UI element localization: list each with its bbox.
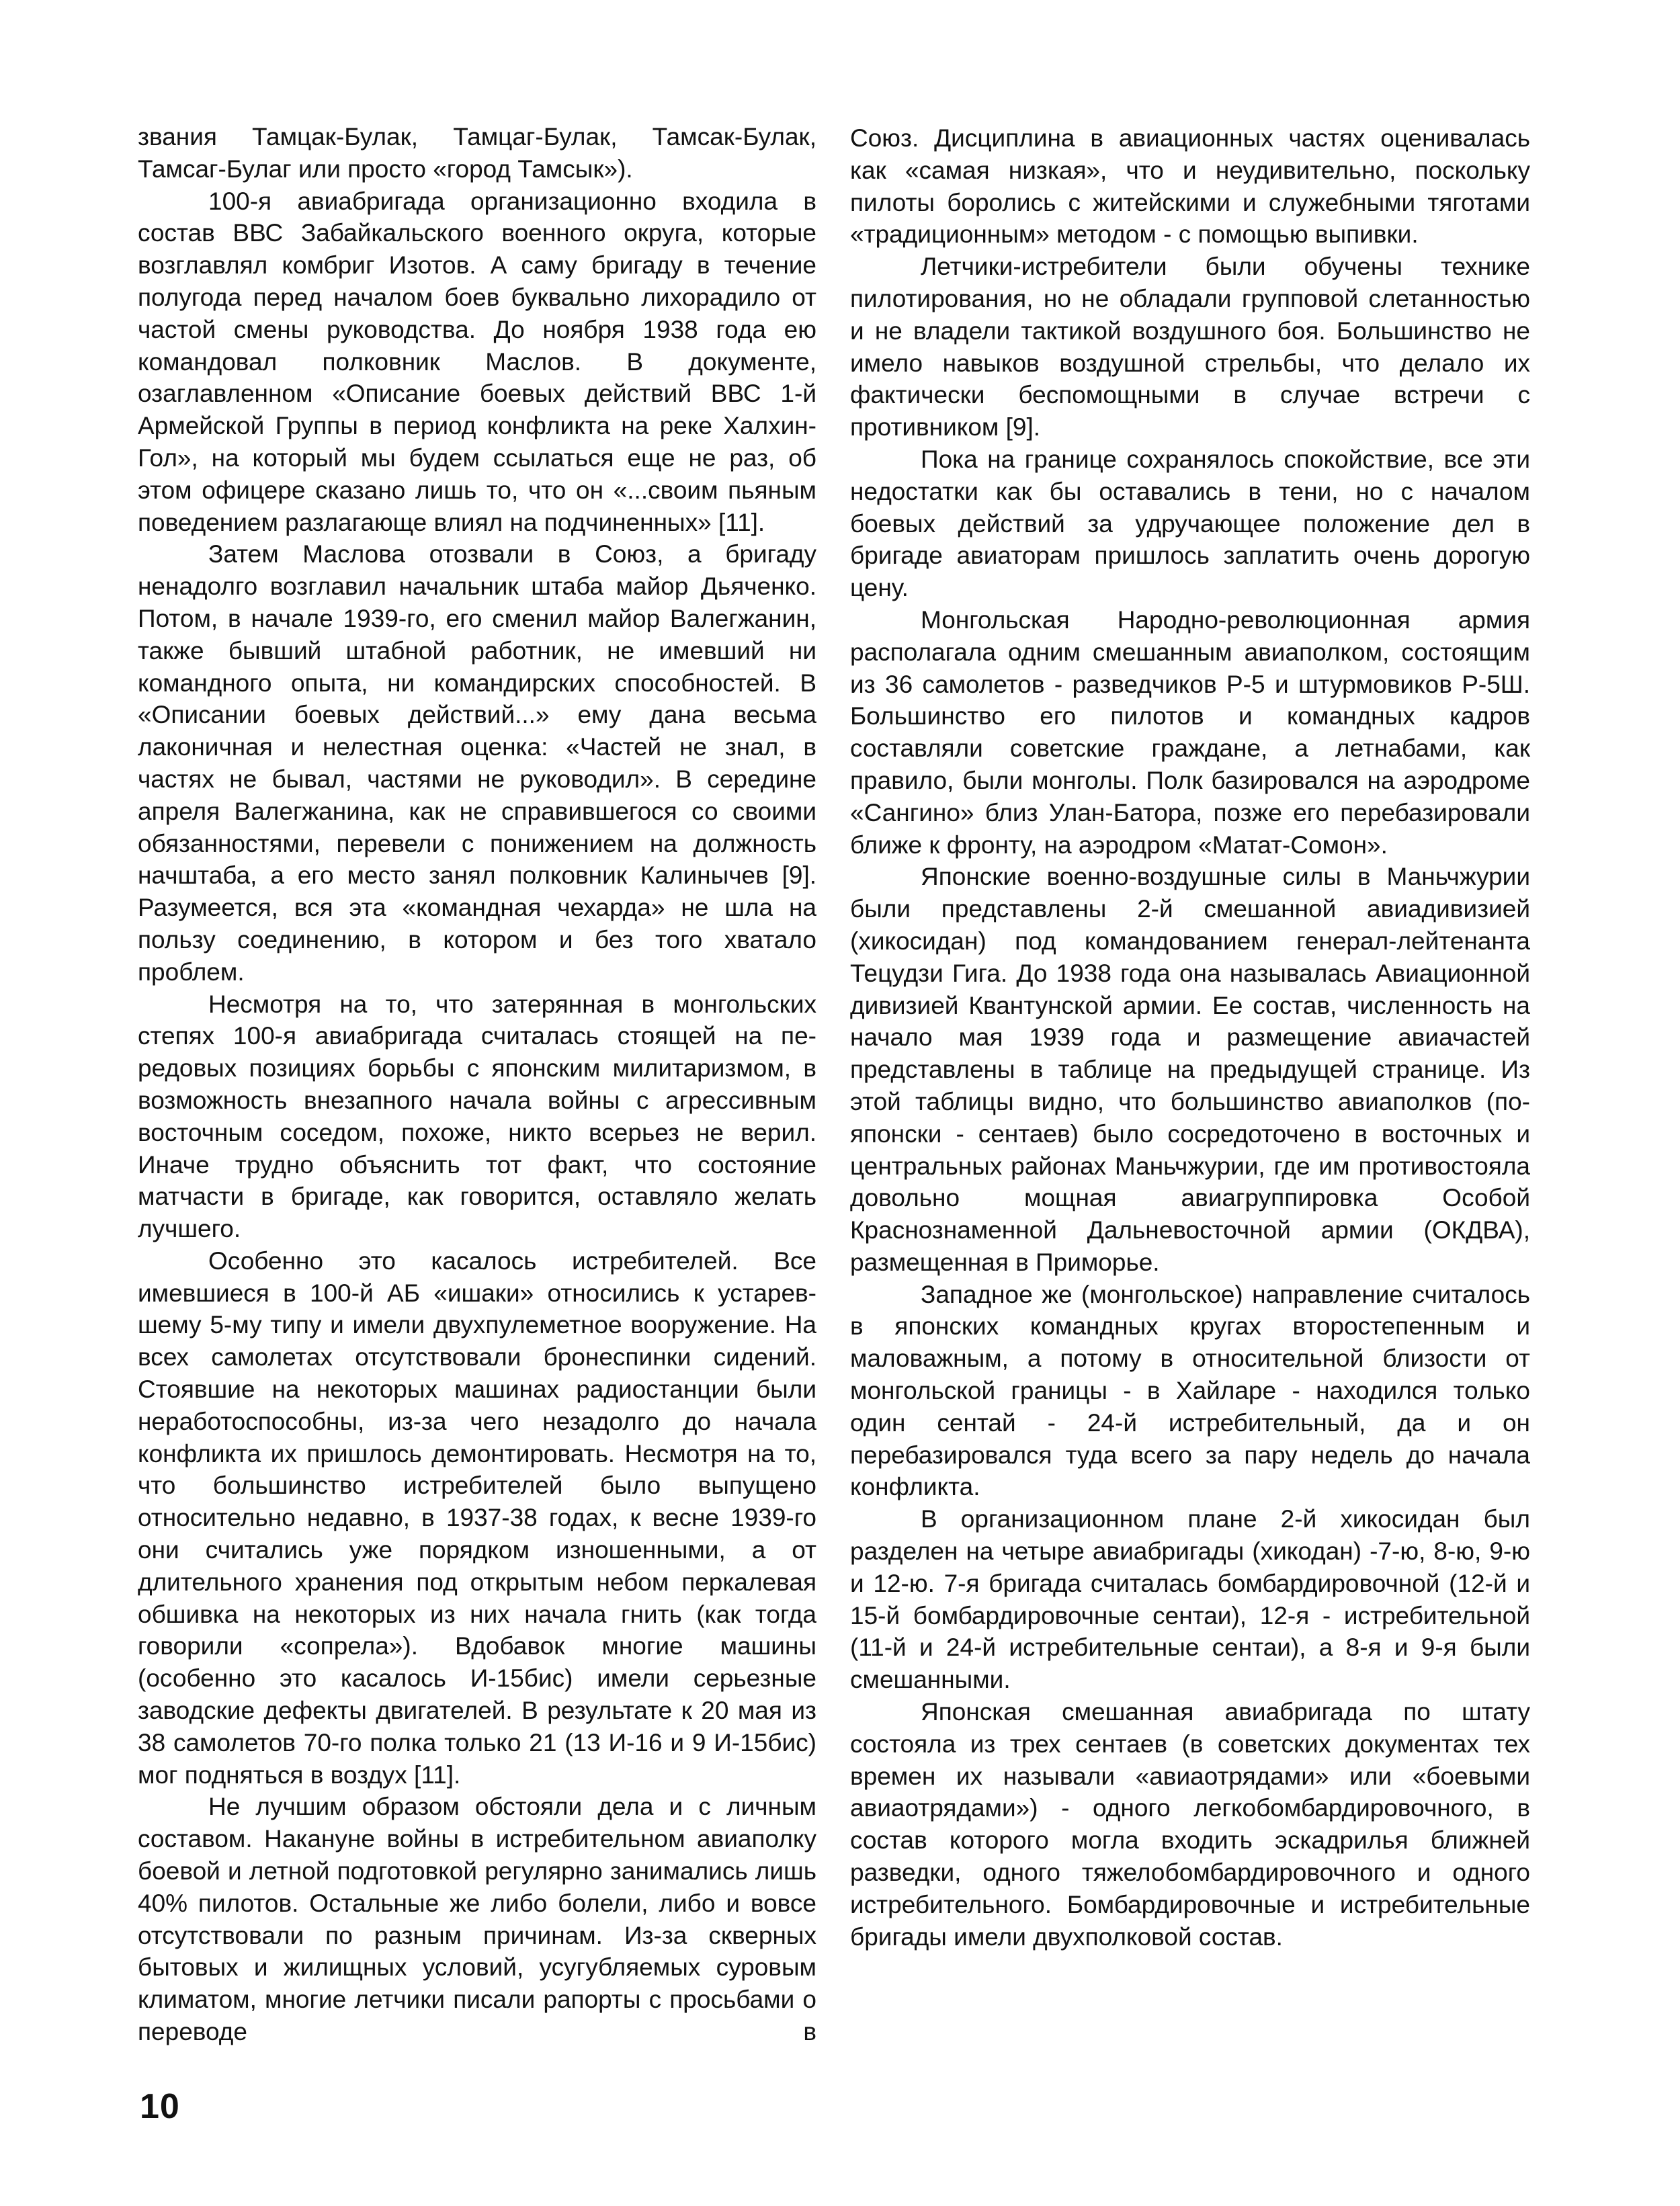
paragraph: Западное же (монгольское) направление считалось в японских командных кругах второстепенным и маловажным, а потому в относительной близости от монгольской границы - в Хайларе - находился только один сентай - 24-й истребительный, да и он перебазировался туда всего за пару недель до начала конфликта. [850, 1280, 1530, 1501]
left-text-column [138, 121, 816, 2048]
paragraph: Японская смешанная авиабригада по штату состояла из трех сентаев (в советских документах тех времен их называли «авиаотрядами» или «боевыми авиаотрядами») - одного легкобомбардировочного, в состав которого могла входить эскадрилья ближней разведки, одного тяжелобомбардировочного и одного истребительного. Бомбардировочные и истребительные бригады имели двухполковой состав. [850, 1698, 1530, 1951]
right-text-column [850, 122, 1530, 1953]
paragraph: Японские военно-воздушные силы в Маньчжурии были представлены 2-й смешанной авиадивизией (хикосидан) под командованием генерал-лейтенанта Тецудзи Гига. До 1938 года она называлась Авиационной дивизией Квантунской армии. Ее состав, численность на начало мая 1939 года и размещение авиачастей представлены в таблице на предыдущей странице. Из этой таблицы видно, что большинство авиаполков (по-японски - сентаев) было сосредоточено в восточных и центральных районах Маньчжурии, где им противостояла довольно мощная авиагруппировка Особой Краснознаменной Дальневосточной армии (ОКДВА), размещенная в Приморье. [850, 863, 1530, 1276]
paragraph: Пока на границе сохранялось спокойствие, все эти недостатки как бы оставались в тени, но с началом боевых действий за удручающее положение дел в бригаде авиаторам пришлось заплатить очень дорогую цену. [850, 445, 1530, 602]
paragraph: Несмотря на то, что затерянная в монгольских степях 100-я авиабригада считалась стоящей на передовых позициях борьбы с японским милитаризмом, в возможность внезапного начала войны с агрессивным восточным соседом, похоже, никто всерьез не верил. Иначе трудно объяснить тот факт, что состояние матчасти в бригаде, как говорится, оставляло желать лучшего. [138, 990, 816, 1243]
page-number: 10 [140, 2087, 180, 2126]
paragraph: Монгольская Народно-революционная армия располагала одним смешанным авиаполком, состоящим из 36 самолетов - разведчиков Р-5 и штурмовиков Р-5Ш. Большинство его пилотов и командных кадров составляли советские граждане, а летнабами, как правило, были монголы. Полк базировался на аэродроме «Сангино» близ Улан-Батора, позже его перебазировали ближе к фронту, на аэродром «Матат-Сомон». [850, 605, 1530, 859]
paragraph: В организационном плане 2-й хикосидан был разделен на четыре авиабригады (хикодан) -7-ю, 8-ю, 9-ю и 12-ю. 7-я бригада считалась бомбардировочной (12-й и 15-й бомбардировочные сентаи), 12-я - истребительной (11-й и 24-й истребительные сентаи), а 8-я и 9-я были смешанными. [850, 1505, 1530, 1694]
paragraph: Особенно это касалось истребителей. Все имевшиеся в 100-й АБ «ишаки» относились к устаревшему 5-му типу и имели двухпулеметное вооружение. На всех самолетах отсутствовали бронеспинки сидений. Стоявшие на некоторых машинах радиостанции были неработоспособны, из-за чего незадолго до начала конфликта их пришлось демонтировать. Несмотря на то, что большинство истребителей было выпущено относительно недавно, в 1937-38 годах, к весне 1939-го они считались уже порядком изношенными, а от длительного хранения под открытым небом перкалевая обшивка на некоторых из них начала гнить (как тогда говорили «сопрела»). Вдобавок многие машины (особенно это касалось И-15бис) имели серьезные заводские дефекты двигателей. В результате к 20 мая из 38 самолетов 70-го полка только 21 (13 И-16 и 9 И-15бис) мог подняться в воздух [11]. [138, 1246, 816, 1789]
paragraph: 100-я авиабригада организационно входила в состав ВВС Забайкальского военного округа, которые возглавлял комбриг Изотов. А саму бригаду в течение полугода перед началом боев буквально лихорадило от частой смены руководства. До ноября 1938 года ею командовал полковник Маслов. В документе, озаглавленном «Описание боевых действий ВВС 1-й Армейской Группы в период конфликта на реке Халхин-Гол», на который мы будем ссылаться еще не раз, об этом офицере сказано лишь то, что он «...своим пьяным поведением разлагающе влиял на подчиненных» [11]. [138, 187, 816, 536]
paragraph: Летчики-истребители были обучены технике пилотирования, но не обладали групповой слетанностью и не владели тактикой воздушного боя. Большинство не имело навыков воздушной стрельбы, что делало их фактически беспомощными в случае встречи с противником [9]. [850, 253, 1530, 441]
paragraph: Не лучшим образом обстояли дела и с личным составом. Накануне войны в истребительном авиаполку боевой и летной подготовкой регулярно занимались лишь 40% пилотов. Остальные же либо болели, либо и вовсе отсутствовали по разным причинам. Из-за скверных бытовых и жилищных условий, усугубляемых суровым климатом, многие летчики писали рапорты с просьбами о переводе в [138, 1793, 816, 2046]
paragraph: Затем Маслова отозвали в Союз, а бригаду ненадолго возглавил начальник штаба майор Дьяченко. Потом, в начале 1939-го, его сменил майор Валегжанин, также бывший штабной работник, не имевший ни командного опыта, ни командирских способностей. В «Описании боевых действий...» ему дана весьма лаконичная и нелестная оценка: «Частей не знал, в частях не бывал, частями не руководил». В середине апреля Валегжанина, как не справившегося со своими обязанностями, перевели с понижением на должность начштаба, а его место занял полковник Калинычев [9]. Разумеется, вся эта «командная чехарда» не шла на пользу соединению, в котором и без того хватало проблем. [138, 540, 816, 986]
paragraph: звания Тамцак-Булак, Тамцаг-Булак, Тамсак-Булак, Тамсаг-Булаг или просто «город Тамсык»). [138, 123, 816, 183]
paragraph: Союз. Дисциплина в авиационных частях оценивалась как «самая низкая», что и неудивительно, поскольку пилоты боролись с житейскими и служебными тяготами «традиционным» методом - с помощью выпивки. [850, 124, 1530, 249]
